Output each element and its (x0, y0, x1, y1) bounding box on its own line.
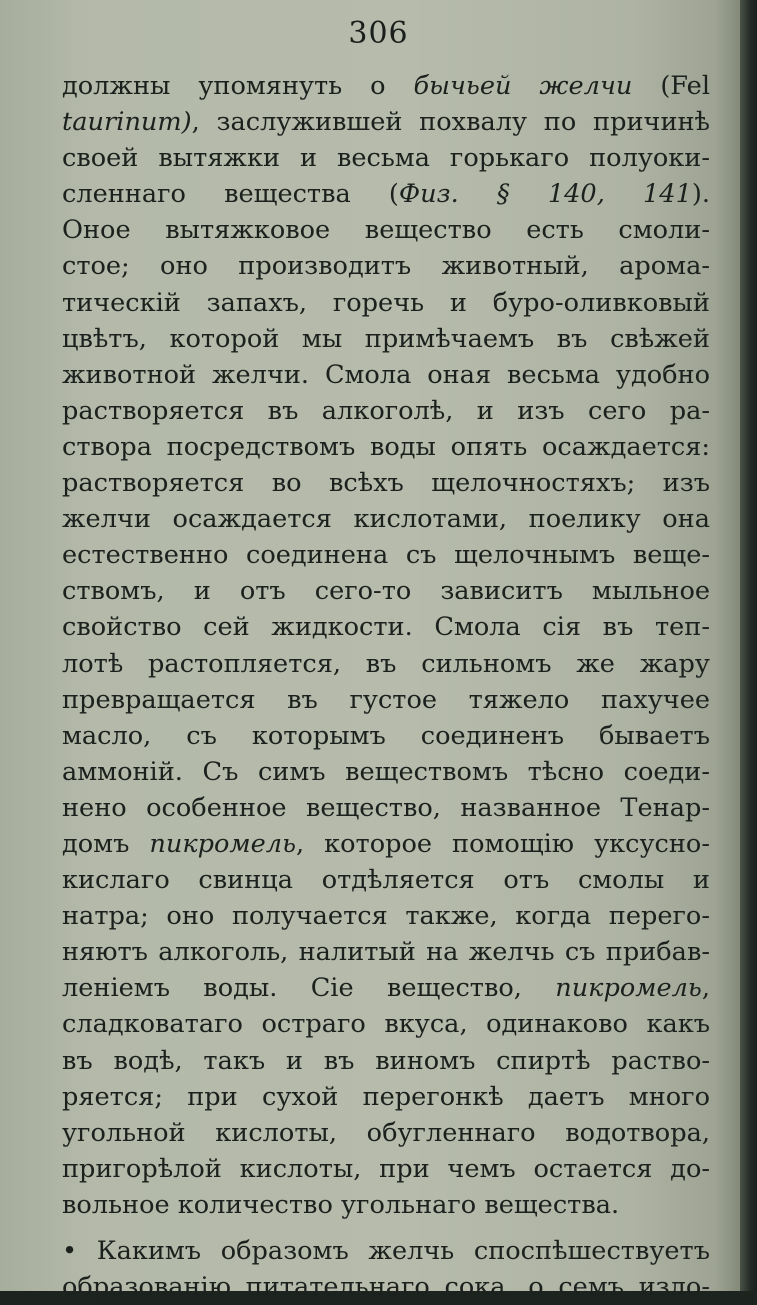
text-line (62, 682, 710, 718)
text-segment: домъ (62, 828, 150, 859)
text-segment: створа посредствомъ воды опять осаждается: (62, 431, 710, 462)
text-segment: ). (691, 179, 710, 210)
text-line (62, 970, 710, 1006)
paragraph-gap (62, 1223, 710, 1233)
text-line (62, 321, 710, 357)
text-segment: пригорѣлой кислоты, при чемъ остается до- (62, 1153, 710, 1184)
text-segment: желчи осаждается кислотами, поелику она (62, 504, 710, 535)
text-line (62, 646, 710, 682)
text-segment: растворяется въ алкоголѣ, и изъ сего ра- (62, 395, 710, 426)
text-line (62, 537, 710, 573)
text-segment: сленнаго вещества ( (62, 179, 399, 210)
text-segment: (Fel (632, 71, 710, 101)
text-line (62, 68, 710, 104)
text-segment: , которое помощію уксусно- (296, 828, 710, 859)
text-segment: ряется; при сухой перегонкѣ даетъ много (62, 1081, 710, 1112)
text-segment: стое; оно производитъ животный, арома- (62, 251, 710, 282)
text-line (62, 790, 710, 826)
text-line (62, 104, 710, 140)
text-line (62, 1269, 710, 1305)
text-segment: , (701, 973, 710, 1004)
text-segment: превращается въ густое тяжело пахучее (62, 684, 710, 715)
text-segment: ствомъ, и отъ сего-то зависитъ мыльное (62, 576, 710, 607)
text-line (62, 465, 710, 501)
text-segment: цвѣтъ, которой мы примѣчаемъ въ свѣжей (62, 323, 710, 354)
text-line (62, 934, 710, 970)
text-segment: кислаго свинца отдѣляется отъ смолы и (62, 865, 710, 896)
italic-text: taurinum) (62, 107, 192, 138)
page-text (62, 68, 710, 1305)
text-segment: леніемъ воды. Сіе вещество, (62, 973, 556, 1004)
text-segment: вольное количество угольнаго вещества. (62, 1189, 620, 1220)
text-line (62, 573, 710, 609)
text-line (62, 1233, 710, 1269)
text-line (62, 1006, 710, 1042)
text-segment: натра; оно получается также, когда перего- (62, 901, 710, 932)
text-line (62, 754, 710, 790)
text-segment: сладковатаго остраго вкуса, одинаково какъ (62, 1009, 710, 1040)
text-segment: , заслужившей похвалу по причинѣ (191, 107, 710, 138)
text-segment: естественно соединена съ щелочнымъ веще- (62, 540, 710, 571)
text-segment: угольной кислоты, обугленнаго водотвора, (62, 1117, 710, 1148)
text-line (62, 862, 710, 898)
text-segment: нено особенное вещество, названное Тенар- (62, 792, 710, 823)
text-segment: лотѣ растопляется, въ сильномъ же жару (62, 648, 710, 679)
text-segment: свойство сей жидкости. Смола сія въ теп- (62, 612, 710, 643)
text-line (62, 393, 710, 429)
italic-text: Физ. § 140, 141 (398, 179, 692, 210)
text-line (62, 609, 710, 645)
text-segment: образованію питательнаго сока, о семъ изло- (62, 1272, 710, 1303)
text-segment: растворяется во всѣхъ щелочностяхъ; изъ (62, 468, 710, 499)
text-line (62, 1043, 710, 1079)
text-line (62, 248, 710, 284)
text-segment: аммоній. Съ симъ веществомъ тѣсно соеди- (62, 756, 710, 787)
text-line (62, 1187, 710, 1223)
text-segment: масло, съ которымъ соединенъ бываетъ (62, 720, 710, 751)
text-segment: въ водѣ, такъ и въ виномъ спиртѣ раство- (62, 1045, 710, 1076)
text-line (62, 1079, 710, 1115)
text-segment: тическій запахъ, горечь и буро-оливковый (62, 287, 710, 318)
text-line (62, 285, 710, 321)
text-line (62, 718, 710, 754)
text-segment: своей вытяжки и весьма горькаго полуоки- (62, 143, 710, 174)
text-segment: Оное вытяжковое вещество есть смоли- (62, 215, 710, 246)
italic-text: пикромель (149, 828, 296, 859)
text-segment: няютъ алкоголь, налитый на желчь съ прибав- (62, 937, 710, 968)
text-segment: должны упомянуть о (62, 71, 414, 101)
text-line (62, 501, 710, 537)
page-number: 306 (348, 16, 409, 51)
text-segment: животной желчи. Смола оная весьма удобно (62, 359, 710, 390)
text-line (62, 140, 710, 176)
text-line (62, 898, 710, 934)
italic-text: бычьей желчи (413, 71, 633, 101)
text-line (62, 1151, 710, 1187)
italic-text: пикромель (555, 973, 702, 1004)
text-line (62, 826, 710, 862)
text-line (62, 429, 710, 465)
book-spine-shadow (740, 0, 757, 1291)
text-line (62, 357, 710, 393)
text-segment: • Какимъ образомъ желчь споспѣшествуетъ (62, 1236, 710, 1266)
text-line (62, 212, 710, 248)
text-line (62, 1115, 710, 1151)
text-line (62, 176, 710, 212)
